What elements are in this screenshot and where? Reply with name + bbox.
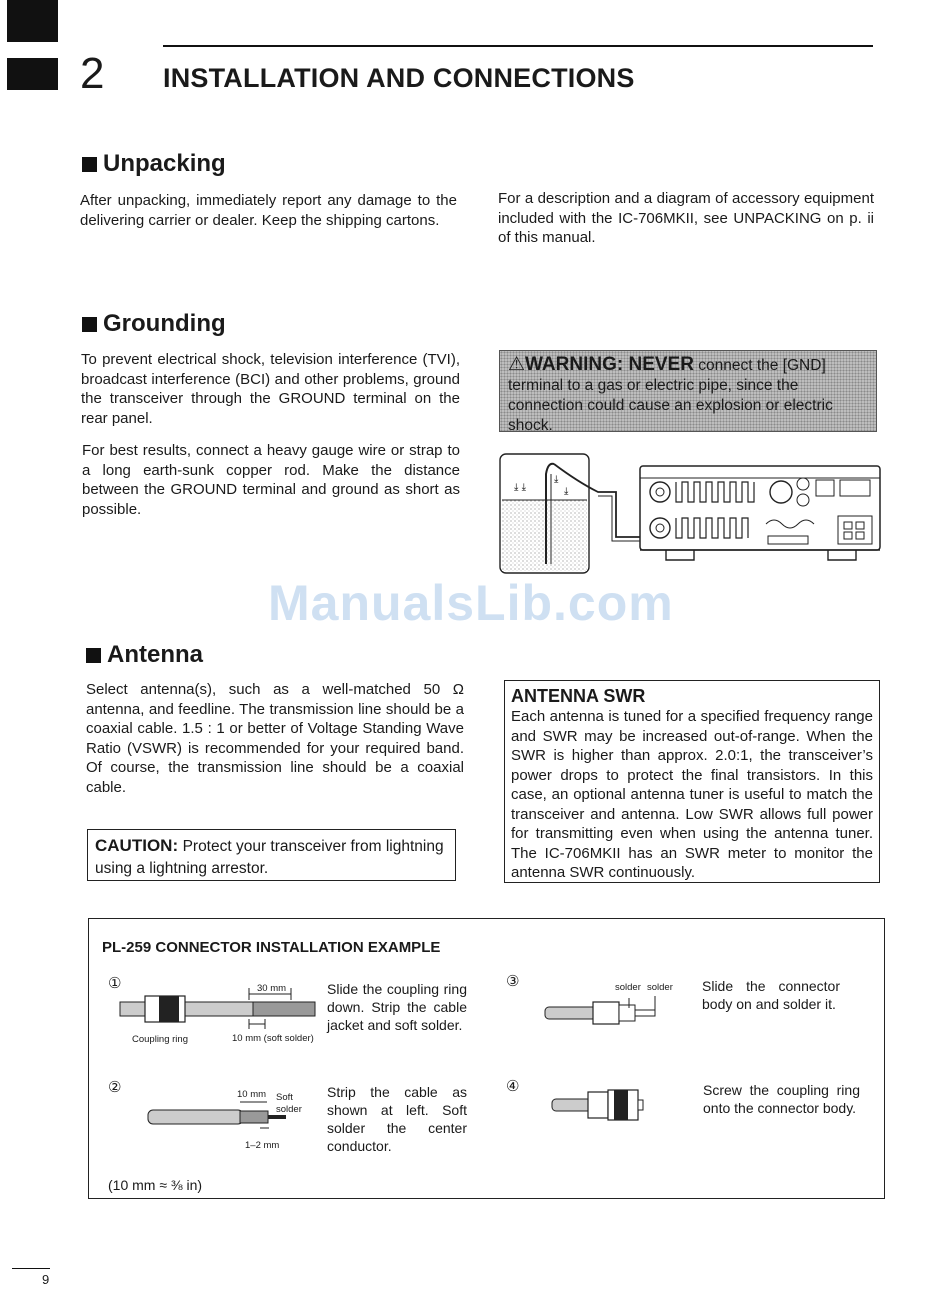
step-2-number: ② xyxy=(108,1079,122,1096)
warning-text: connect the [GND] terminal to a gas or electric pipe, since the connection could cause an explosion or electric shock. xyxy=(508,357,833,434)
grounding-heading xyxy=(82,310,226,338)
chapter-number: 2 xyxy=(80,49,105,98)
step-1-label-coupling-ring: Coupling ring xyxy=(132,1034,188,1045)
pl259-title: PL-259 CONNECTOR INSTALLATION EXAMPLE xyxy=(102,939,441,956)
swr-text: Each antenna is tuned for a specified frequency range and SWR may be increased out-of-range. When the SWR is higher than approx. 2.0:1, the transceiver’s power drops to protect the final transistors. In this case, an optional antenna tuner is useful to match the transceiver and antenna. Low SWR allows full power for transmitting even when using the antenna tuner. The IC-706MKII has an SWR meter to monitor the antenna SWR continuously. xyxy=(511,708,873,881)
step-4-text: Screw the coupling ring onto the connector body. xyxy=(703,1082,860,1116)
step-2-text: Strip the cable as shown at left. Soft solder the center conductor. xyxy=(327,1084,467,1154)
step-4-number: ④ xyxy=(506,1078,520,1095)
step-2-label-soft: Soft xyxy=(276,1092,293,1103)
chapter-tab-marker xyxy=(7,0,58,42)
warning-label: ⚠WARNING: NEVER xyxy=(508,354,694,375)
svg-text:⤓: ⤓ xyxy=(564,486,569,497)
heading-square-icon xyxy=(82,157,97,172)
grounding-paragraph-1: To prevent electrical shock, television interference (TVI), broadcast interference (BCI) and other problems, ground the transceiver through the GROUND terminal on the rear panel. xyxy=(81,351,460,427)
chapter-rule xyxy=(163,45,873,47)
antenna-heading-text: Antenna xyxy=(107,641,203,668)
pl259-box xyxy=(88,918,885,1199)
step-2-label-1-2mm: 1–2 mm xyxy=(245,1140,280,1151)
step-2-label-solder: solder xyxy=(276,1104,302,1115)
antenna-heading xyxy=(86,641,203,669)
antenna-swr-box xyxy=(504,680,880,883)
footer-rule xyxy=(12,1268,50,1269)
step-4-drawing xyxy=(550,1088,650,1124)
step-1-text: Slide the coupling ring down. Strip the cable jacket and soft solder. xyxy=(327,981,467,1033)
caution-label: CAUTION: xyxy=(95,836,179,855)
grounding-warning-box xyxy=(499,350,877,432)
unpacking-heading-text: Unpacking xyxy=(103,150,226,177)
grounding-heading-text: Grounding xyxy=(103,310,226,337)
chapter-title: INSTALLATION AND CONNECTIONS xyxy=(163,63,635,93)
unpacking-left-paragraph: After unpacking, immediately report any damage to the delivering carrier or dealer. Keep the shipping cartons. xyxy=(80,192,457,229)
watermark: ManualsLib.com xyxy=(268,575,674,631)
swr-title: ANTENNA SWR xyxy=(511,686,646,706)
step-2-label-10mm: 10 mm xyxy=(237,1089,267,1100)
step-1-label-30mm: 30 mm xyxy=(257,983,287,994)
step-1-label-10mm: 10 mm (soft solder) xyxy=(232,1033,314,1044)
unpacking-right-paragraph: For a description and a diagram of accessory equipment included with the IC-706MKII, see UNPACKING on p. ii of this manual. xyxy=(498,190,874,246)
svg-text:⤓ ⤓: ⤓ ⤓ xyxy=(514,482,527,493)
grounding-illustration xyxy=(498,452,884,577)
antenna-paragraph: Select antenna(s), such as a well-matched 50 Ω antenna, and feedline. The transmission line should be a coaxial cable. 1.5 : 1 or better of Voltage Standing Wave Ratio (VSWR) is recommended for your required band. Of course, the transmission line should be a coaxial cable. xyxy=(86,681,464,796)
step-3-text: Slide the connector body on and solder it. xyxy=(702,978,840,1012)
step-3-drawing xyxy=(543,996,663,1030)
step-1-number: ① xyxy=(108,975,122,992)
caution-text: Protect your transceiver from lightning using a lightning arrestor. xyxy=(95,838,444,877)
chapter-tab-marker-lower xyxy=(7,58,58,90)
conversion-note: (10 mm ≈ ⅜ in) xyxy=(108,1177,203,1193)
heading-square-icon xyxy=(82,317,97,332)
heading-square-icon xyxy=(86,648,101,663)
step-2-drawing xyxy=(145,1094,295,1139)
svg-text:⤓: ⤓ xyxy=(554,474,559,485)
page-number: 9 xyxy=(42,1272,50,1287)
grounding-paragraph-2: For best results, connect a heavy gauge wire or strap to a long earth-sunk copper rod. Make the distance between the GROUND terminal and ground as short as possible. xyxy=(82,442,460,518)
unpacking-heading xyxy=(82,150,226,178)
step-3-label-solder-2: solder xyxy=(647,982,673,993)
step-3-label-solder-1: solder xyxy=(615,982,641,993)
step-3-number: ③ xyxy=(506,973,520,990)
caution-box xyxy=(87,829,456,881)
